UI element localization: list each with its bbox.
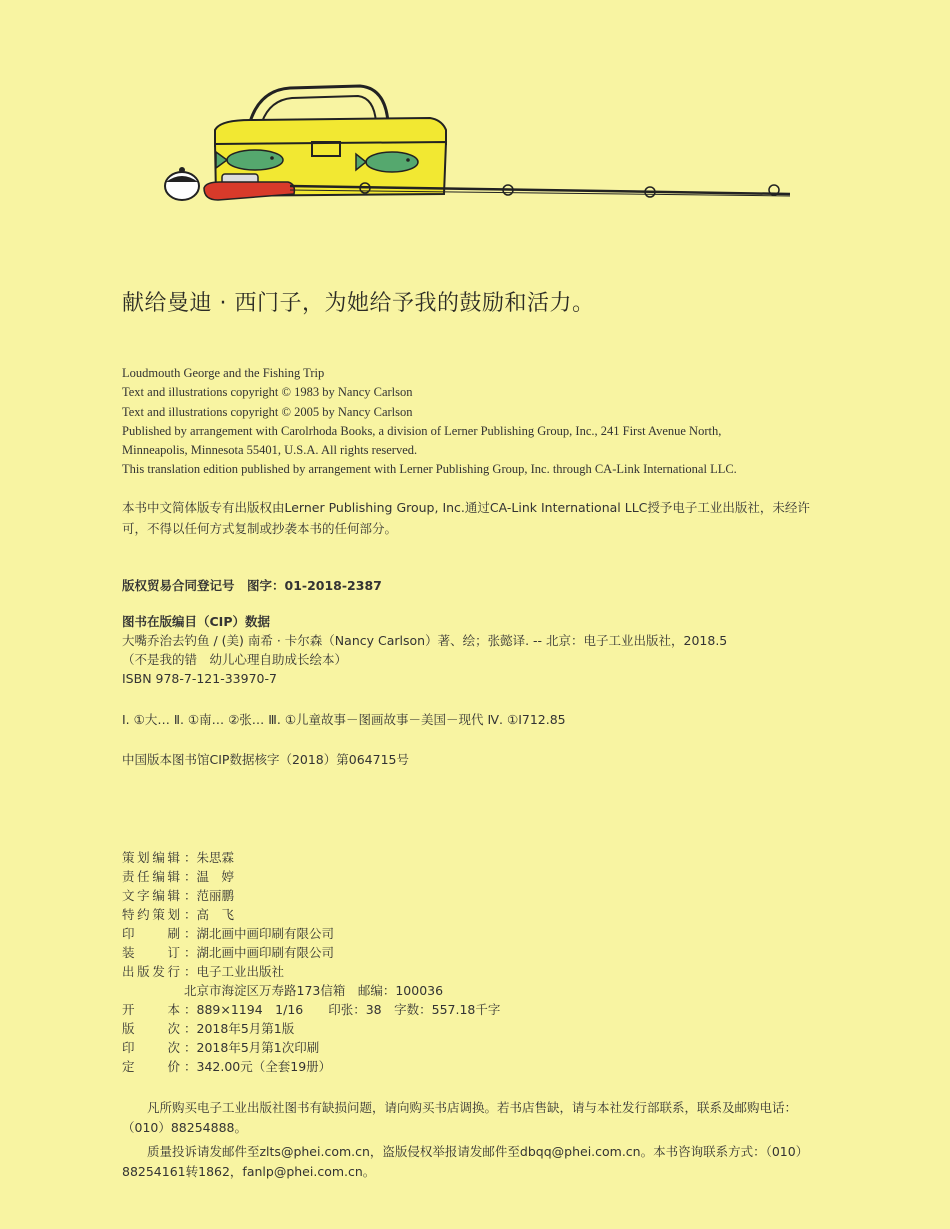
cip-heading: 图书在版编目（CIP）数据 bbox=[122, 614, 270, 629]
spec-value: 2018年5月第1次印刷 bbox=[196, 1040, 320, 1055]
spec-label: 印次 bbox=[122, 1040, 180, 1055]
classification: Ⅰ. ①大… Ⅱ. ①南… ②张… Ⅲ. ①儿童故事－图画故事－美国－现代 Ⅳ. ①I712.85 bbox=[122, 712, 566, 727]
registration-number: 版权贸易合同登记号 图字：01-2018-2387 bbox=[122, 578, 382, 593]
credit-value: 电子工业出版社 bbox=[196, 964, 285, 979]
credit-value: 湖北画中画印刷有限公司 bbox=[196, 945, 335, 960]
copyright-line: Published by arrangement with Carolrhoda Books, a division of Lerner Publishing Group, Inc., 241 First Avenue North, bbox=[122, 423, 722, 438]
spec-row: 定价 ： 342.00元（全套19册） bbox=[122, 1059, 332, 1074]
spec-value: 342.00元（全套19册） bbox=[196, 1059, 332, 1074]
copyright-line: This translation edition published by arrangement with Lerner Publishing Group, Inc. through CA-Link International LLC. bbox=[122, 462, 737, 477]
cip-check-number: 中国版本图书馆CIP数据核字（2018）第064715号 bbox=[122, 752, 409, 767]
credit-value: 温 婷 bbox=[196, 869, 235, 884]
credit-row: 责任编辑 ： 温 婷 bbox=[122, 869, 235, 884]
credit-label: 印刷 bbox=[122, 926, 180, 941]
bobber-icon bbox=[165, 167, 199, 200]
credit-row: 印刷 ： 湖北画中画印刷有限公司 bbox=[122, 926, 335, 941]
credit-row: 文字编辑 ： 范丽鹏 bbox=[122, 888, 235, 903]
spec-label: 开本 bbox=[122, 1002, 180, 1017]
credit-row: 特约策划 ： 高 飞 bbox=[122, 907, 235, 922]
cip-line: 大嘴乔治去钓鱼 / (美) 南希 · 卡尔森（Nancy Carlson）著、绘；张懿译. -- 北京：电子工业出版社，2018.5 bbox=[122, 633, 728, 648]
credit-value: 高 飞 bbox=[196, 907, 235, 922]
spec-label: 版次 bbox=[122, 1021, 180, 1036]
credit-label: 出版发行 bbox=[122, 964, 180, 979]
credit-row: 装订 ： 湖北画中画印刷有限公司 bbox=[122, 945, 335, 960]
copyright-line: Text and illustrations copyright © 1983 by Nancy Carlson bbox=[122, 385, 413, 400]
isbn: ISBN 978-7-121-33970-7 bbox=[122, 671, 277, 686]
credit-label: 装订 bbox=[122, 945, 180, 960]
cip-block bbox=[122, 612, 842, 688]
credits-block bbox=[122, 848, 500, 1076]
copyright-line: Loudmouth George and the Fishing Trip bbox=[122, 366, 325, 380]
tackle-box-illustration bbox=[160, 82, 800, 212]
credit-value: 湖北画中画印刷有限公司 bbox=[196, 926, 335, 941]
cip-line: （不是我的错 幼儿心理自助成长绘本） bbox=[122, 652, 348, 667]
copyright-line: Text and illustrations copyright © 2005 by Nancy Carlson bbox=[122, 404, 413, 419]
copyright-line: Minneapolis, Minnesota 55401, U.S.A. All rights reserved. bbox=[122, 443, 418, 458]
spec-label: 定价 bbox=[122, 1059, 180, 1074]
notice-paragraph: 质量投诉请发邮件至zlts@phei.com.cn，盗版侵权举报请发邮件至dbqq@phei.com.cn。本书咨询联系方式：（010）88254161转1862，fanlp@phei.com.cn。 bbox=[122, 1144, 809, 1179]
spec-value: 2018年5月第1版 bbox=[196, 1021, 295, 1036]
credit-row: 出版发行 ： 电子工业出版社 bbox=[122, 964, 285, 979]
credit-row: 策划编辑 ： 朱思霖 bbox=[122, 850, 235, 865]
credit-value: 范丽鹏 bbox=[196, 888, 235, 903]
credit-label: 策划编辑 bbox=[122, 850, 180, 865]
credit-label: 责任编辑 bbox=[122, 869, 180, 884]
publisher-address: 北京市海淀区万寿路173信箱 邮编：100036 bbox=[183, 983, 444, 998]
notice-paragraph: 凡所购买电子工业出版社图书有缺损问题，请向购买书店调换。若书店售缺，请与本社发行部联系，联系及邮购电话：（010）88254888。 bbox=[122, 1100, 798, 1135]
spec-row: 版次 ： 2018年5月第1版 bbox=[122, 1021, 295, 1036]
spec-row: 开本 ： 889×1194 1/16 印张：38 字数：557.18千字 bbox=[122, 1002, 501, 1017]
credit-label: 特约策划 bbox=[122, 907, 180, 922]
copyright-block bbox=[122, 364, 822, 480]
spec-row: 印次 ： 2018年5月第1次印刷 bbox=[122, 1040, 320, 1055]
dedication: 献给曼迪 · 西门子，为她给予我的鼓励和活力。 bbox=[122, 291, 595, 316]
credit-label: 文字编辑 bbox=[122, 888, 180, 903]
rights-notice: 本书中文简体版专有出版权由Lerner Publishing Group, Inc.通过CA-Link International LLC授予电子工业出版社，未经许可，不得以任何方式复制或抄袭本书的任何部分。 bbox=[122, 500, 810, 536]
spec-value: 889×1194 1/16 印张：38 字数：557.18千字 bbox=[196, 1002, 501, 1017]
credit-value: 朱思霖 bbox=[196, 850, 235, 865]
purchase-notice bbox=[122, 1098, 812, 1186]
